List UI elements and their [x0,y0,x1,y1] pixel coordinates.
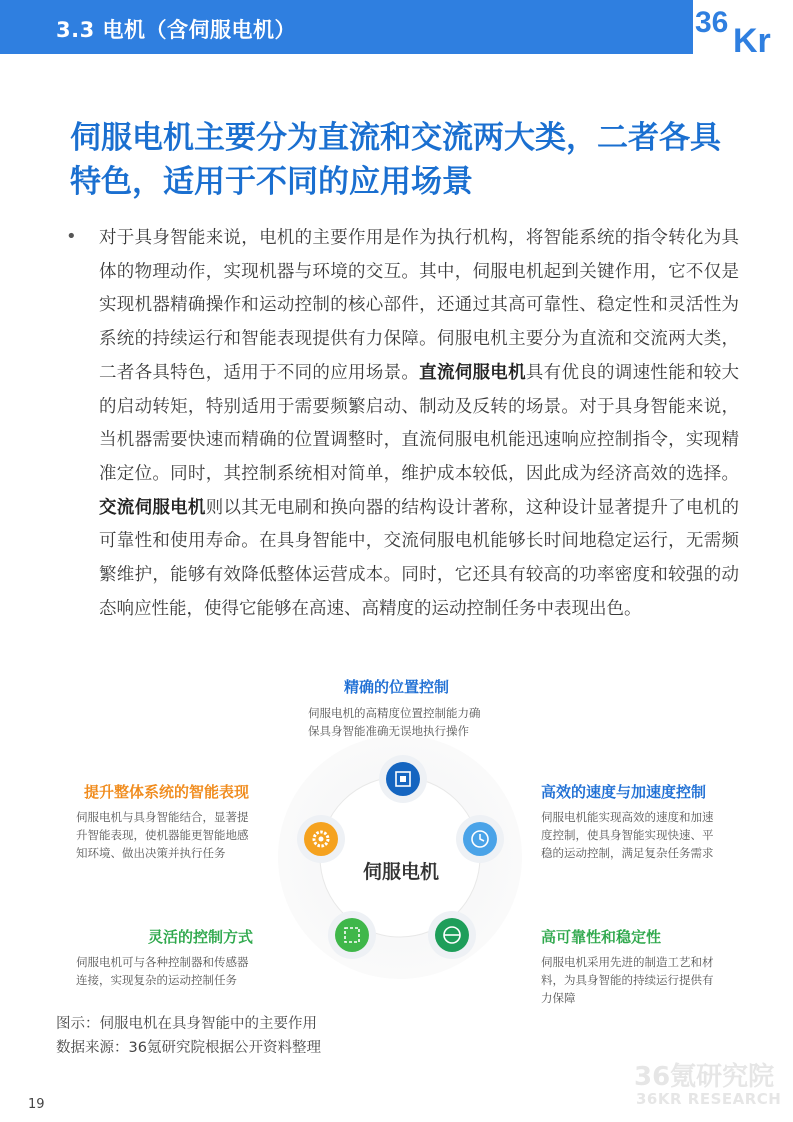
clock-icon [456,815,504,863]
watermark-cn: 36氪研究院 [634,1062,775,1092]
node-title-speed: 高效的速度与加速度控制 [541,783,707,801]
node-desc-position [308,704,481,740]
source-caption: 数据来源：36氪研究院根据公开资料整理 [56,1040,321,1056]
svg-text:Kr: Kr [733,22,771,54]
node-desc-line: 稳的运动控制，满足复杂任务需求 [541,846,714,860]
node-desc-line: 保具身智能准确无误地执行操作 [308,724,469,738]
node-desc-line: 升智能表现，使机器能更智能地感 [76,828,249,842]
node-desc-line: 伺服电机可与各种控制器和传感器 [76,955,249,969]
body-bold-dc: 直流伺服电机 [419,362,526,383]
node-desc-speed [541,808,714,862]
node-desc-line: 伺服电机采用先进的制造工艺和材 [541,955,714,969]
body-paragraph [99,222,739,626]
node-desc-line: 知环境、做出决策并执行任务 [76,846,226,860]
node-desc-flexible [76,953,249,989]
node-title-intelligence: 提升整体系统的智能表现 [84,783,250,801]
figure-caption: 图示：伺服电机在具身智能中的主要作用 [56,1016,317,1032]
gear-icon [297,815,345,863]
stable-circle-icon [428,911,476,959]
body-text-1: 对于具身智能来说，电机的主要作用是作为执行机构，将智能系统的指令转化为具体的物理动作，实现机器与环境的交互。其中，伺服电机起到关键作用，它不仅是实现机器精确操作和运动控制的核心部件，还通过其高可靠性、稳定性和灵活性为系统的持续运行和智能表现提供有力保障。伺服电机主要分为直流和交流两大类，二者各具特色，适用于不同的应用场景。 [99,228,739,383]
dashed-square-icon [328,911,376,959]
node-title-position: 精确的位置控制 [344,678,450,696]
node-title-reliability: 高可靠性和稳定性 [541,928,662,946]
section-title: 3.3 电机（含伺服电机） [56,18,297,42]
node-title-flexible: 灵活的控制方式 [148,928,254,946]
svg-text:36: 36 [695,6,729,39]
headline: 伺服电机主要分为直流和交流两大类，二者各具特色，适用于不同的应用场景 [70,120,721,200]
node-desc-line: 力保障 [541,991,576,1005]
page-number: 19 [28,1097,45,1112]
body-text-2: 具有优良的调速性能和较大的启动转矩，特别适用于需要频繁启动、制动及反转的场景。对于具身智能来说，当机器需要快速而精确的位置调整时，直流伺服电机能迅速响应控制指令，实现精准定位。同时，其控制系统相对简单，维护成本较低，因此成为经济高效的选择。 [99,362,740,484]
node-desc-intelligence [76,808,249,862]
watermark-en: 36KR RESEARCH [636,1090,782,1108]
node-desc-line: 料，为具身智能的持续运行提供有 [541,973,714,987]
bullet-marker: • [66,226,77,247]
body-text-3: 则以其无电刷和换向器的结构设计著称，这种设计显著提升了电机的可靠性和使用寿命。在具身智能中，交流伺服电机能够长时间地稳定运行，无需频繁维护，能够有效降低整体运营成本。同时，它还具有较高的功率密度和较强的动态响应性能，使得它能够在高速、高精度的运动控制任务中表现出色。 [99,497,740,619]
node-desc-line: 伺服电机能实现高效的速度和加速 [541,810,714,824]
body-bold-ac: 交流伺服电机 [99,497,206,518]
node-desc-reliability [541,953,714,1007]
node-desc-line: 连接，实现复杂的运动控制任务 [76,973,237,987]
node-desc-line: 度控制，使具身智能实现快速、平 [541,828,714,842]
36kr-logo [693,0,793,54]
diagram-center-label: 伺服电机 [362,861,439,883]
node-desc-line: 伺服电机的高精度位置控制能力确 [308,706,481,720]
target-square-icon [379,755,427,803]
node-desc-line: 伺服电机与具身智能结合，显著提 [76,810,249,824]
